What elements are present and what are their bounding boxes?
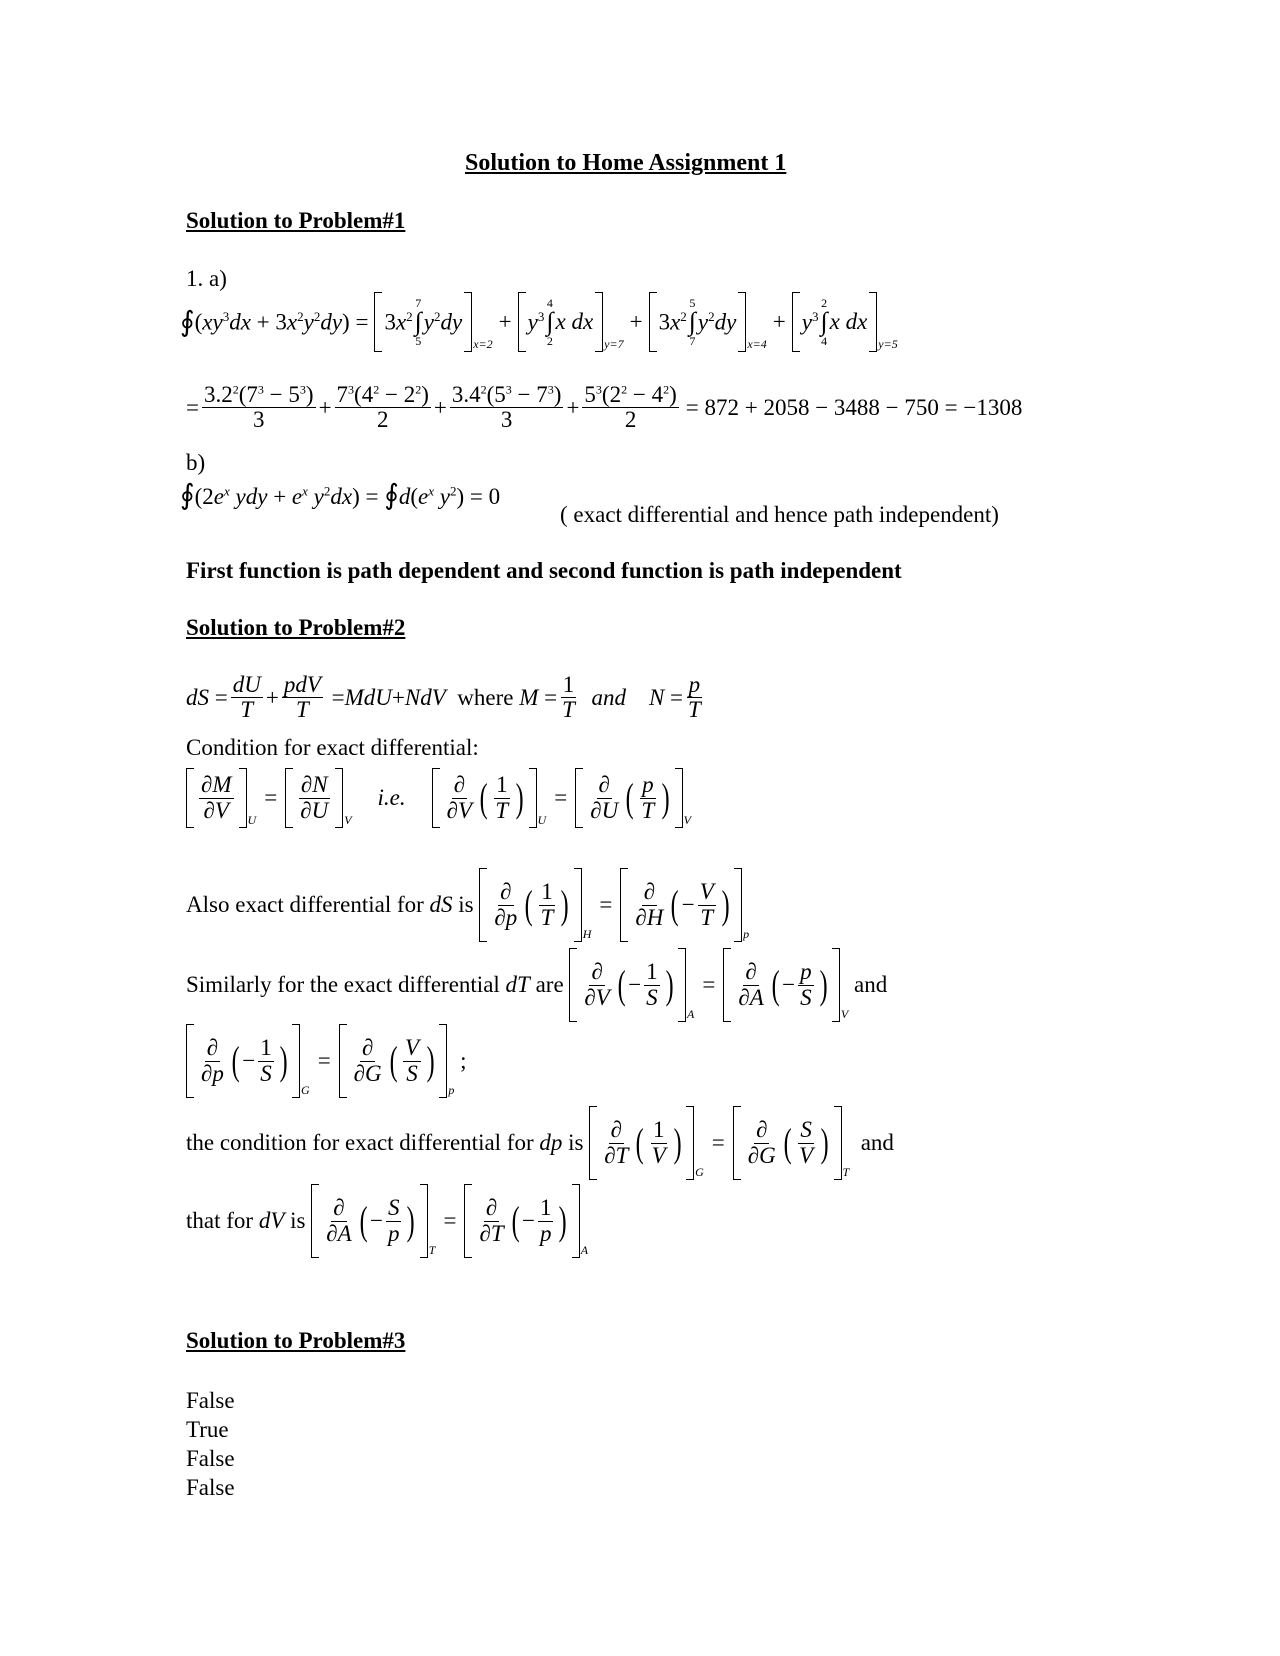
that-for-text: that for: [186, 1208, 254, 1233]
problem1-heading: Solution to Problem#1: [186, 208, 406, 233]
condition-label: Condition for exact differential:: [186, 735, 479, 760]
part-a-equation: ∮ $(xy^3dx + 3x^2y^2dy)$ = $3x^2$ 7 ∫ 5 $y^2dy$ x=2 + $y^3$ 4 ∫ 2 x dx y=7 + $3x^2$ 5 ∫ 7 $y^2dy$ x=4 + $y^3$ 2 ∫ 4 x dx y=5: [180, 292, 898, 352]
also-var: dS: [429, 892, 453, 917]
answer-item: True: [186, 1417, 229, 1442]
and-word-2: and: [854, 972, 888, 997]
problem1-conclusion: First function is path dependent and second function is path independent: [186, 558, 902, 583]
is-word-3: is: [290, 1208, 306, 1233]
ie-word: i.e.: [377, 785, 406, 810]
is-word: is: [458, 892, 474, 917]
condition-pg: $\frac{\partial}{\partial p}$ ( − $\frac{1}{S}$ ) G = $\frac{\partial}{\partial G}$ ( $\frac{V}{S}$ ) p ;: [186, 1024, 467, 1098]
part-b-equation: $∮(2e^x$ ydy + $e^x$ $y^2dx$) = $∮d(e^x$ $y^2) = 0$: [180, 480, 501, 511]
problem3-heading: Solution to Problem#3: [186, 1328, 406, 1353]
semicolon: ;: [460, 1048, 467, 1073]
answer-item: False: [186, 1475, 235, 1500]
condition-mn: $\frac{\partial M}{\partial V}$ U = $\frac{\partial N}{\partial U}$ V i.e. $\frac{\partial}{\partial V}$ ( $\frac{1}{T}$ ) U = $\frac{\partial}{\partial U}$ ( $\frac{p}{T}$ ) V: [186, 768, 691, 828]
problem2-heading: Solution to Problem#2: [186, 615, 406, 640]
cond-dp-var: dp: [539, 1130, 563, 1155]
page-title: Solution to Home Assignment 1: [465, 150, 787, 176]
similarly-var: dT: [505, 972, 530, 997]
condition-dv: that for dV is $\frac{\partial}{\partial A}$ ( − $\frac{S}{p}$ ) T = $\frac{\partial}{\partial T}$ ( − $\frac{1}{p}$ ) A: [186, 1184, 588, 1258]
and-word-3: and: [860, 1130, 894, 1155]
cond-dp-text: the condition for exact differential for: [186, 1130, 534, 1155]
and-word: and: [591, 684, 626, 710]
answer-item: False: [186, 1446, 235, 1471]
that-var: dV: [258, 1208, 285, 1233]
ds-equation: dS = $\frac{dU}{T}$ + $\frac{\text{pdV}}{T}$ = MdU + NdV where M = $\frac{1}{T}$ and N = $\frac{p}{T}$: [186, 672, 701, 723]
part-a-result: = 872 + 2058 − 3488 − 750 = −1308: [685, 394, 1023, 420]
similarly-text: Similarly for the exact differential: [186, 972, 500, 997]
is-word-2: is: [568, 1130, 584, 1155]
where-word: where: [457, 684, 514, 710]
part-b-note: ( exact differential and hence path independent): [560, 502, 999, 527]
condition-dp: the condition for exact differential for dp is $\frac{\partial}{\partial T}$ ( $\frac{1}{V}$ ) G = $\frac{\partial}{\partial G}$ ( $\frac{S}{V}$ ) T and: [186, 1106, 894, 1180]
are-word: are: [535, 972, 564, 997]
part-a-fractions: = $\frac{3.2^2(7^3 - 5^3)}{3}$ + $\frac{7^3(4^2 - 2^2)}{2}$ + $\frac{3.4^2(5^3 - 7^3)}{3}$ + $\frac{5^3(2^2 - 4^2)}{2}$ = 872 + 2058 − 3488 − 750 = −1308: [186, 382, 1023, 433]
also-text: Also exact differential for: [186, 892, 424, 917]
answer-item: False: [186, 1388, 235, 1413]
similarly-dt: Similarly for the exact differential dT are $\frac{\partial}{\partial V}$ ( − $\frac{1}{S}$ ) A = $\frac{\partial}{\partial A}$ ( − $\frac{p}{S}$ ) V and: [186, 948, 887, 1022]
part-a-label: 1. a): [186, 266, 227, 291]
part-b-label: b): [186, 450, 206, 475]
problem3-answers: [186, 1386, 235, 1502]
also-ds: Also exact differential for dS is $\frac{\partial}{\partial p}$ ( $\frac{1}{T}$ ) H = $\frac{\partial}{\partial H}$ ( − $\frac{V}{T}$ ) p: [186, 868, 749, 942]
